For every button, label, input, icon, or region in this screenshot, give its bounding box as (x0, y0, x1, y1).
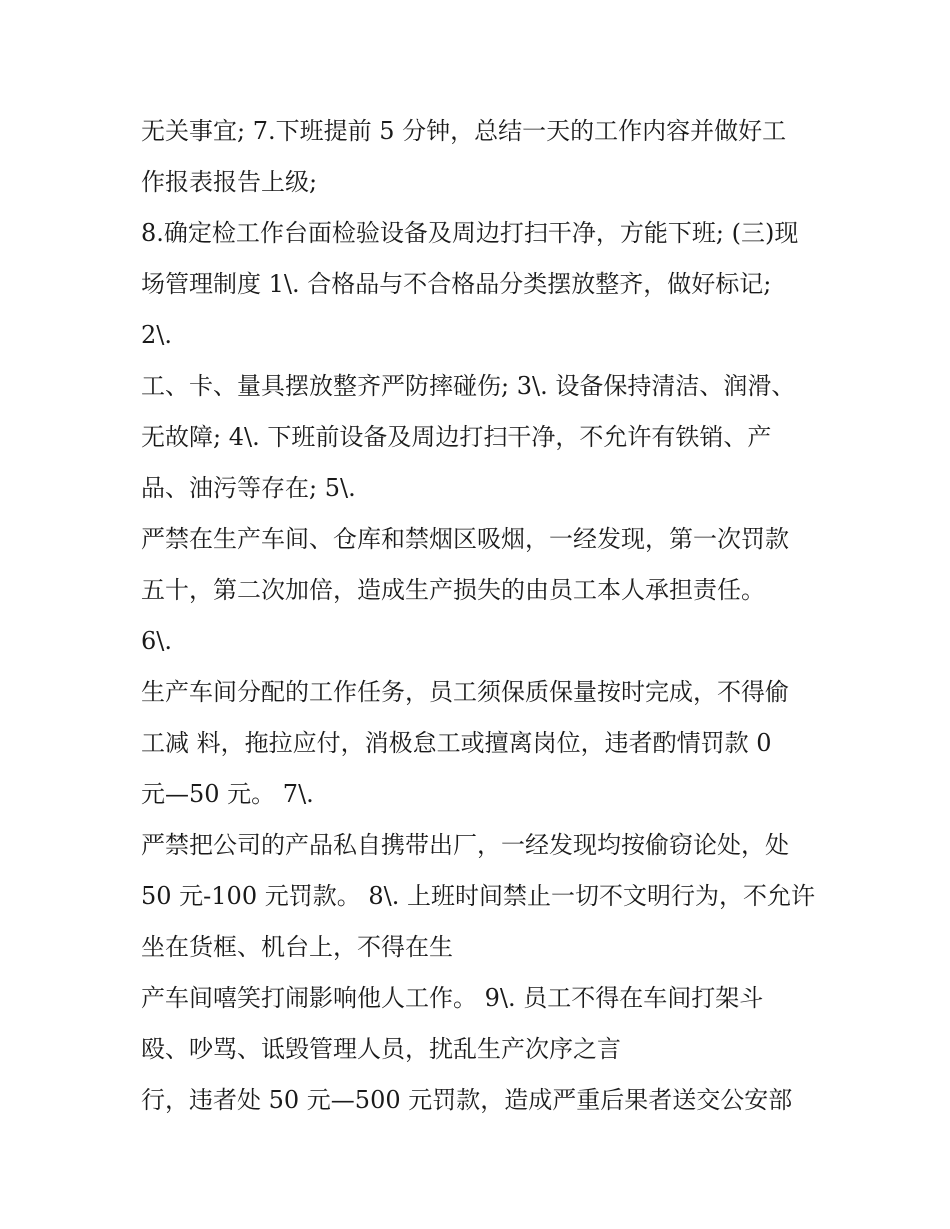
text-line: 无关事宜; 7.下班提前 5 分钟，总结一天的工作内容并做好工 (141, 117, 787, 145)
body-text (141, 110, 831, 1130)
text-line: 场管理制度 1\. 合格品与不合格品分类摆放整齐，做好标记; (141, 270, 772, 298)
text-line: 严禁把公司的产品私自携带出厂，一经发现均按偷窃论处，处 (141, 831, 789, 859)
text-line: 工、卡、量具摆放整齐严防摔碰伤; 3\. 设备保持清洁、润滑、 (141, 372, 796, 400)
text-line: 产车间嘻笑打闹影响他人工作。 9\. 员工不得在车间打架斗 (141, 984, 764, 1012)
text-line: 8.确定检工作台面检验设备及周边打扫干净，方能下班; (三)现 (141, 219, 799, 247)
text-line: 2\. (141, 321, 172, 349)
text-line: 五十，第二次加倍，造成生产损失的由员工本人承担责任。 (141, 576, 765, 604)
text-line: 无故障; 4\. 下班前设备及周边打扫干净，不允许有铁销、产 (141, 423, 772, 451)
text-line: 坐在货框、机台上，不得在生 (141, 933, 453, 961)
text-line: 殴、吵骂、诋毁管理人员，扰乱生产次序之言 (141, 1035, 621, 1063)
text-line: 6\. (141, 627, 172, 655)
text-line: 作报表报告上级; (141, 168, 318, 196)
text-line: 行，违者处 50 元—500 元罚款，造成严重后果者送交公安部 (141, 1086, 793, 1114)
text-line: 工减 料，拖拉应付，消极怠工或擅离岗位，违者酌情罚款 0 (141, 729, 772, 757)
text-line: 品、油污等存在; 5\. (141, 474, 356, 502)
text-line: 50 元-100 元罚款。 8\. 上班时间禁止一切不文明行为，不允许 (141, 882, 815, 910)
text-line: 严禁在生产车间、仓库和禁烟区吸烟，一经发现，第一次罚款 (141, 525, 789, 553)
text-line: 元—50 元。 7\. (141, 780, 314, 808)
text-line: 生产车间分配的工作任务，员工须保质保量按时完成，不得偷 (141, 678, 789, 706)
